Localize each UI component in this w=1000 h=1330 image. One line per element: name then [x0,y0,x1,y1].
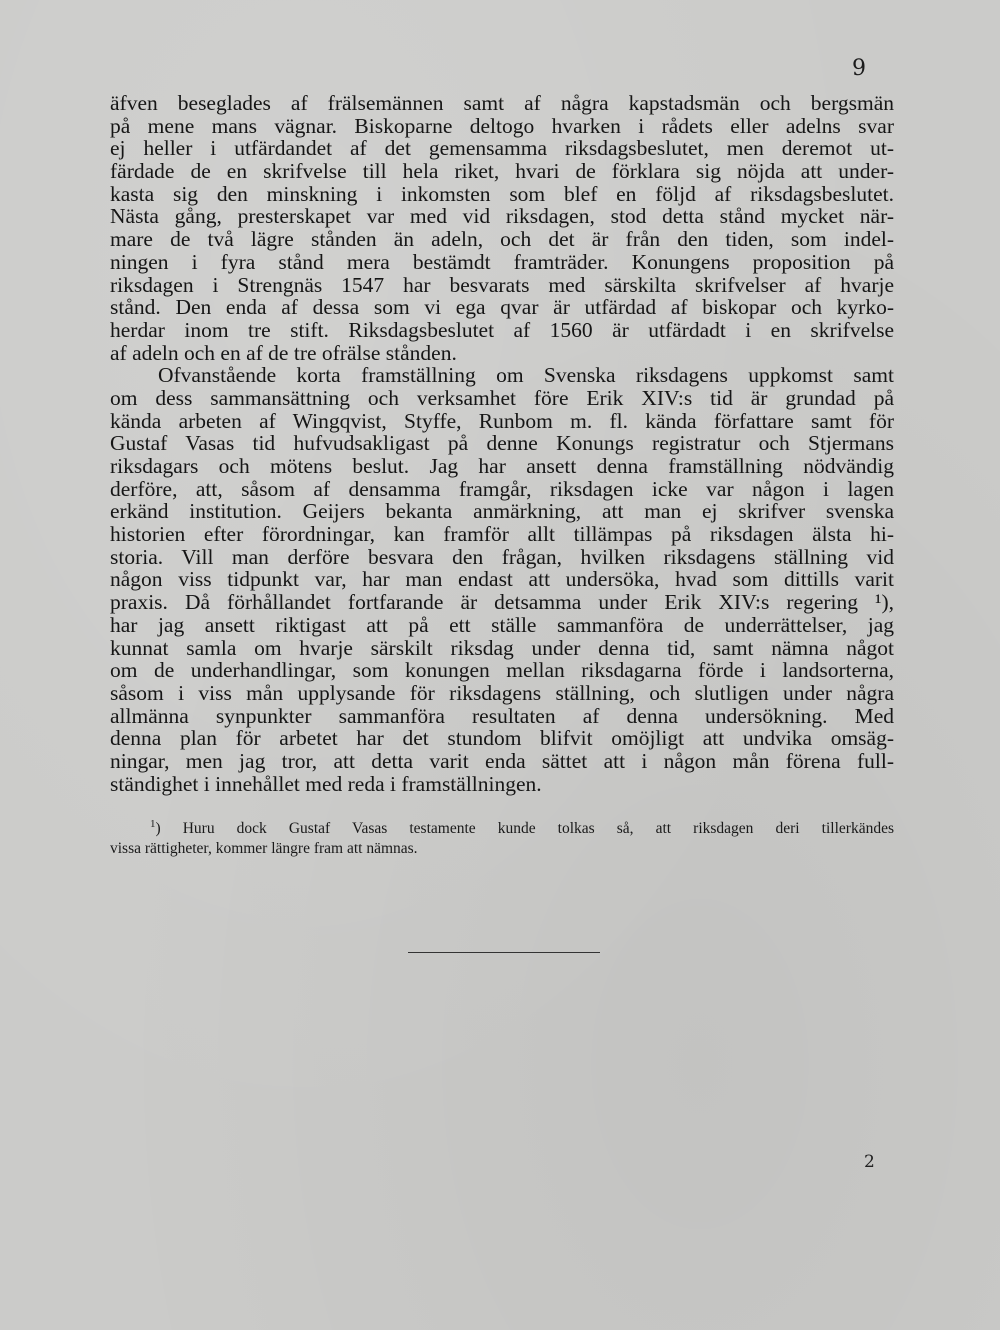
text-line: kasta sig den minskning i inkomsten som blef en följd af riksdagsbeslutet. [110,181,894,206]
text-line: derföre, att, såsom af densamma framgår, riksdagen icke var någon i lagen [110,476,894,501]
text-line: ningen i fyra stånd mera bestämdt framträder. Konungens proposition på [110,249,894,274]
signature-mark: 2 [864,1152,875,1172]
text-line: ständighet i innehållet med reda i framställningen. [110,771,542,796]
text-line: historien efter förordningar, kan framför allt tillämpas på riksdagen älsta hi- [110,522,894,547]
text-line: erkänd institution. Geijers bekanta anmärkning, att man ej skrifver svenska [110,499,894,524]
text-line: om de underhandlingar, som konungen mellan riksdagarna förde i landsorterna, [110,658,894,683]
footnote-line [110,819,894,839]
text-line: om dess sammansättning och verksamhet före Erik XIV:s tid är grundad på [110,385,894,410]
text-line: mare de två lägre stånden än adeln, och det är från den tiden, som indel- [110,227,894,252]
body-text [110,92,894,795]
text-line: af adeln och en af de tre ofrälse stånden. [110,340,457,365]
text-line: äfven beseglades af frälsemännen samt af några kapstadsmän och bergsmän [110,91,894,115]
text-line: på mene mans vägnar. Biskoparne deltogo hvarken i rådets eller adelns svar [110,113,894,138]
page-number: 9 [852,56,866,81]
text-line: såsom i viss mån upplysande för riksdagens ställning, och slutligen under några [110,680,894,705]
text-line: någon viss tidpunkt var, har man endast att undersöka, hvad som dittills varit [110,567,894,592]
text-line: kunnat samla om hvarje särskilt riksdag under denna tid, samt nämna något [110,635,894,660]
text-line: denna plan för arbetet har det stundom blifvit omöjligt att undvika omsäg- [110,726,894,751]
text-line: Gustaf Vasas tid hufvudsakligast på denne Konungs registratur och Stjermans [110,431,894,456]
footnote-marker: 1 [150,817,156,830]
text-line: storia. Vill man derföre besvara den frågan, hvilken riksdagens ställning vid [110,544,894,569]
paragraph-start-line: Ofvanstående korta framställning om Svenska riksdagens uppkomst samt [158,363,894,388]
text-line: riksdagars och mötens beslut. Jag har ansett denna framställning nödvändig [110,454,894,478]
text-line: ningar, men jag tror, att detta varit enda sättet att i någon mån förena full- [110,748,894,773]
text-line: färdade de en skrifvelse till hela riket, hvari de förklara sig nöjda att under- [110,159,894,184]
text-line: kända arbeten af Wingqvist, Styffe, Runbom m. fl. kända författare samt för [110,408,894,433]
footnote-text: ) Huru dock Gustaf Vasas testamente kunde tolkas så, att riksdagen deri tillerkändes [155,820,894,837]
section-divider [408,952,600,953]
text-line: allmänna synpunkter sammanföra resultaten af denna undersökning. Med [110,703,894,728]
footnote [110,819,894,859]
text-line: riksdagen i Strengnäs 1547 har besvarats med särskilta skrifvelser af hvarje [110,272,894,297]
text-line: stånd. Den enda af dessa som vi ega qvar är utfärdad af biskopar och kyrko- [110,295,894,320]
text-line: ej heller i utfärdandet af det gemensamma riksdagsbeslutet, men deremot ut- [110,136,894,161]
text-line: Nästa gång, presterskapet var med vid riksdagen, stod detta stånd mycket när- [110,204,894,229]
text-line: herdar inom tre stift. Riksdagsbeslutet af 1560 är utfärdadt i en skrifvelse [110,317,894,342]
text-line: praxis. Då förhållandet fortfarande är detsamma under Erik XIV:s regering ¹), [110,590,894,615]
footnote-line: vissa rättigheter, kommer längre fram att nämnas. [110,840,418,857]
text-line: har jag ansett riktigast att på ett ställe sammanföra de underrättelser, jag [110,612,894,637]
